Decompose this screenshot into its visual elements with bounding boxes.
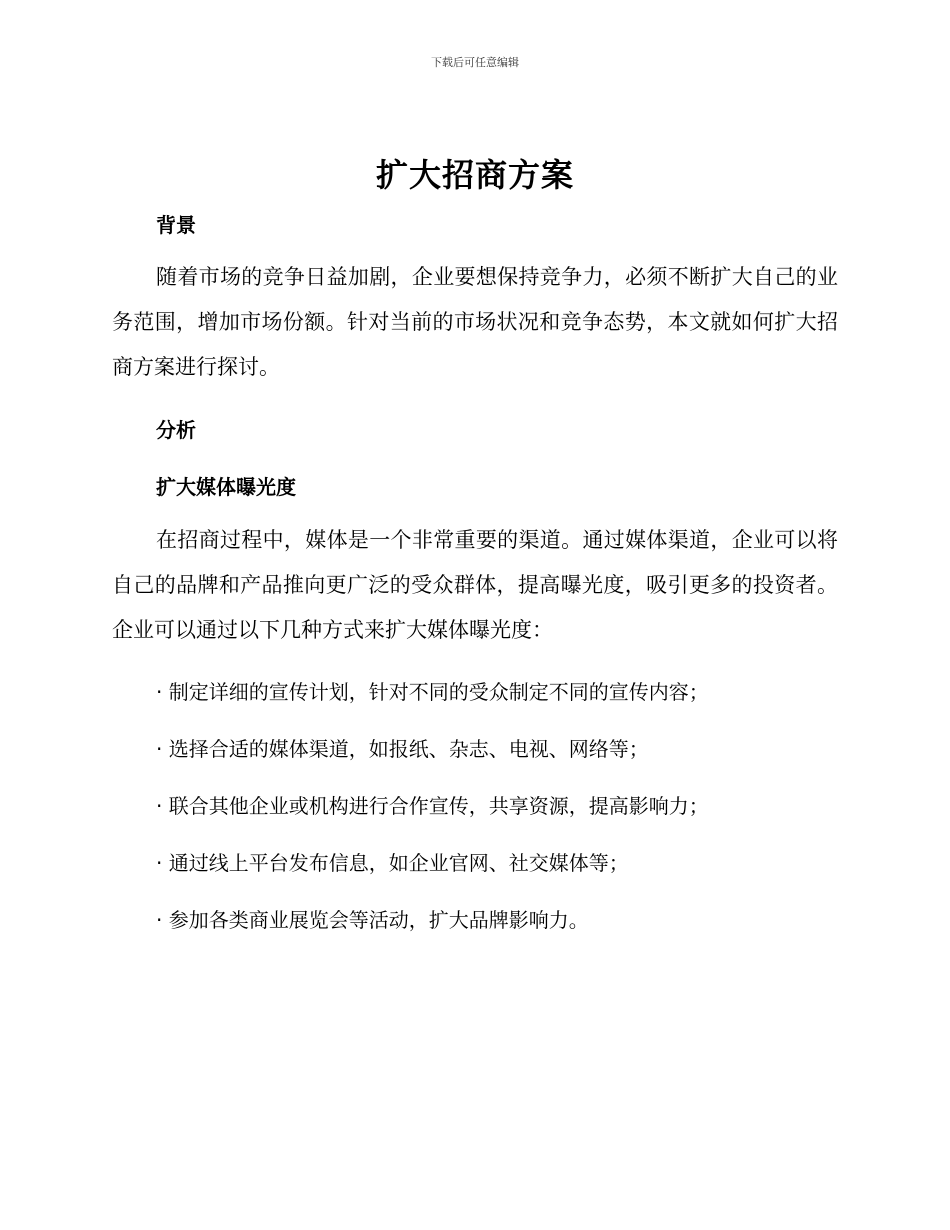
list-item: · 制定详细的宣传计划，针对不同的受众制定不同的宣传内容； (156, 680, 709, 704)
background-paragraph: 随着市场的竞争日益加剧，企业要想保持竞争力，必须不断扩大自己的业务范围，增加市场份额。针对当前的市场状况和竞争态势，本文就如何扩大招商方案进行探讨。 (112, 265, 838, 379)
list-item: · 通过线上平台发布信息，如企业官网、社交媒体等； (156, 851, 629, 875)
list-item: · 联合其他企业或机构进行合作宣传，共享资源，提高影响力； (156, 794, 709, 818)
list-item: · 参加各类商业展览会等活动，扩大品牌影响力。 (156, 908, 589, 932)
background-heading: 背景 (156, 213, 196, 237)
list-item: · 选择合适的媒体渠道，如报纸、杂志、电视、网络等； (156, 737, 649, 761)
media-heading: 扩大媒体曝光度 (156, 475, 296, 499)
header-note: 下载后可任意编辑 (431, 56, 519, 69)
analysis-heading: 分析 (156, 418, 196, 442)
media-paragraph: 在招商过程中，媒体是一个非常重要的渠道。通过媒体渠道，企业可以将自己的品牌和产品推向更广泛的受众群体，提高曝光度，吸引更多的投资者。企业可以通过以下几种方式来扩大媒体曝光度： (112, 528, 838, 642)
page-title: 扩大招商方案 (375, 156, 574, 194)
